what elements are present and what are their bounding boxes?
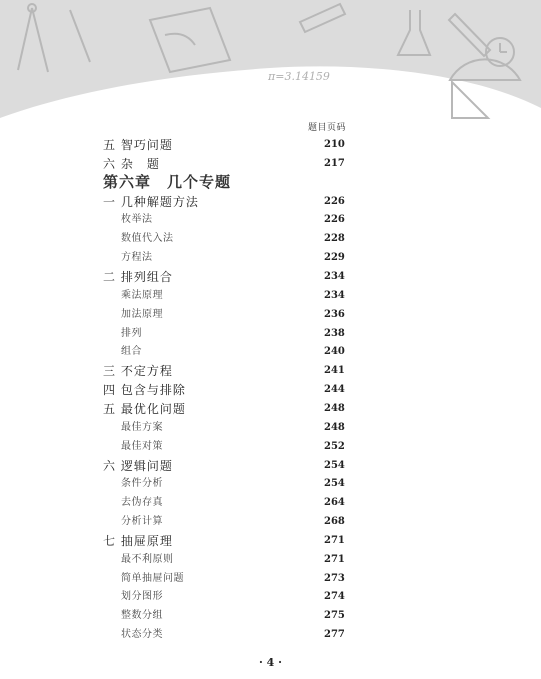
toc-entry bbox=[0, 438, 541, 456]
toc-entry-page: 275 bbox=[324, 610, 345, 622]
toc-entry bbox=[0, 400, 541, 418]
toc-entry bbox=[0, 193, 541, 211]
toc-entry-title: 方程法 bbox=[121, 252, 153, 264]
toc-entry bbox=[0, 211, 541, 229]
toc-entry-title: 三 不定方程 bbox=[103, 364, 173, 379]
toc-entry-title: 组合 bbox=[121, 346, 142, 358]
toc-entry-page: 271 bbox=[324, 553, 345, 565]
toc-entry bbox=[0, 306, 541, 324]
toc-entry-title: 二 排列组合 bbox=[103, 270, 173, 284]
toc-entry-title: 状态分类 bbox=[121, 629, 163, 641]
toc-entry bbox=[0, 249, 541, 267]
toc-entry-page: 226 bbox=[324, 195, 345, 207]
toc-entry-title: 七 抽屉原理 bbox=[103, 533, 173, 548]
page-footer-number: · 4 · bbox=[259, 656, 282, 669]
toc-entry bbox=[0, 494, 541, 512]
toc-entry bbox=[0, 136, 541, 154]
toc-entry-page: 236 bbox=[324, 308, 345, 320]
toc-entry-page: 252 bbox=[324, 440, 345, 452]
toc-entry bbox=[0, 343, 541, 361]
toc-entry-title: 乘法原理 bbox=[121, 289, 163, 301]
toc-entry bbox=[0, 626, 541, 644]
toc-entry bbox=[0, 513, 541, 531]
toc-entry-page: 228 bbox=[324, 233, 345, 245]
toc-entry-page: 273 bbox=[324, 572, 345, 584]
toc-entry bbox=[0, 475, 541, 493]
toc-entry-page: 254 bbox=[324, 478, 345, 490]
toc-entry bbox=[0, 551, 541, 569]
toc-entry bbox=[0, 325, 541, 343]
toc-entry-title: 五 智巧问题 bbox=[103, 138, 173, 152]
toc-entry bbox=[0, 155, 541, 173]
toc-entry bbox=[0, 607, 541, 625]
toc-entry-title: 简单抽屉问题 bbox=[121, 572, 184, 584]
toc-entry-page: 271 bbox=[324, 534, 345, 546]
toc-entry-title: 最佳方案 bbox=[121, 421, 163, 433]
toc-entry-page: 264 bbox=[324, 497, 345, 509]
toc-entry bbox=[0, 362, 541, 380]
toc-entry-page: 244 bbox=[324, 384, 345, 396]
toc-entry-page: 240 bbox=[324, 346, 345, 358]
toc-entry-title: 划分图形 bbox=[121, 591, 163, 603]
toc-entry bbox=[0, 419, 541, 437]
toc-entry-title: 最佳对策 bbox=[121, 440, 163, 452]
toc-entry-title: 分析计算 bbox=[121, 516, 163, 527]
toc-entry-title: 枚举法 bbox=[121, 214, 153, 226]
toc-entry-title: 数值代入法 bbox=[121, 233, 174, 245]
toc-entry-title: 五 最优化问题 bbox=[103, 401, 186, 416]
toc-entry-title: 一 几种解题方法 bbox=[103, 194, 199, 209]
toc-entry-page: 238 bbox=[324, 327, 345, 339]
toc-entry-page: 277 bbox=[324, 629, 345, 641]
toc-entry-page: 268 bbox=[324, 516, 345, 527]
toc-entry-title: 排列 bbox=[121, 327, 142, 339]
toc-entry-title: 加法原理 bbox=[121, 308, 163, 320]
toc-entry bbox=[0, 287, 541, 305]
toc-entry-title: 条件分析 bbox=[121, 478, 163, 490]
page-number-column-label: 题目页码 bbox=[308, 123, 347, 133]
toc-entry-page: 254 bbox=[324, 459, 345, 471]
toc-entry bbox=[0, 588, 541, 606]
toc-entry bbox=[0, 457, 541, 475]
formula-text: π=3.14159 bbox=[268, 70, 330, 83]
header-decoration bbox=[0, 0, 541, 120]
toc-entry bbox=[0, 570, 541, 588]
toc-entry-page: 226 bbox=[324, 214, 345, 226]
toc-entry-title: 整数分组 bbox=[121, 610, 163, 622]
toc-entry-page: 248 bbox=[324, 402, 345, 414]
toc-entry-page: 217 bbox=[324, 157, 345, 169]
toc-entry-title: 四 包含与排除 bbox=[103, 383, 186, 398]
toc-entry-page: 229 bbox=[324, 252, 345, 264]
toc-entry bbox=[0, 230, 541, 248]
toc-entry-page: 241 bbox=[324, 365, 345, 377]
toc-entry bbox=[0, 381, 541, 399]
toc-entry-page: 234 bbox=[324, 271, 345, 282]
toc-entry bbox=[0, 268, 541, 286]
toc-entry-page: 234 bbox=[324, 289, 345, 301]
toc-entry bbox=[0, 173, 541, 191]
toc-entry-title: 六 逻辑问题 bbox=[103, 458, 173, 473]
toc-entry-title: 第六章 几个专题 bbox=[103, 172, 232, 191]
toc-entry-title: 六 杂 题 bbox=[103, 156, 160, 171]
toc-entry-page: 274 bbox=[324, 591, 345, 603]
toc-entry-page: 248 bbox=[324, 421, 345, 433]
toc-entry-page: 210 bbox=[324, 139, 345, 150]
toc-entry-title: 最不利原则 bbox=[121, 553, 174, 565]
toc-entry bbox=[0, 532, 541, 550]
toc-entry-title: 去伪存真 bbox=[121, 497, 163, 509]
